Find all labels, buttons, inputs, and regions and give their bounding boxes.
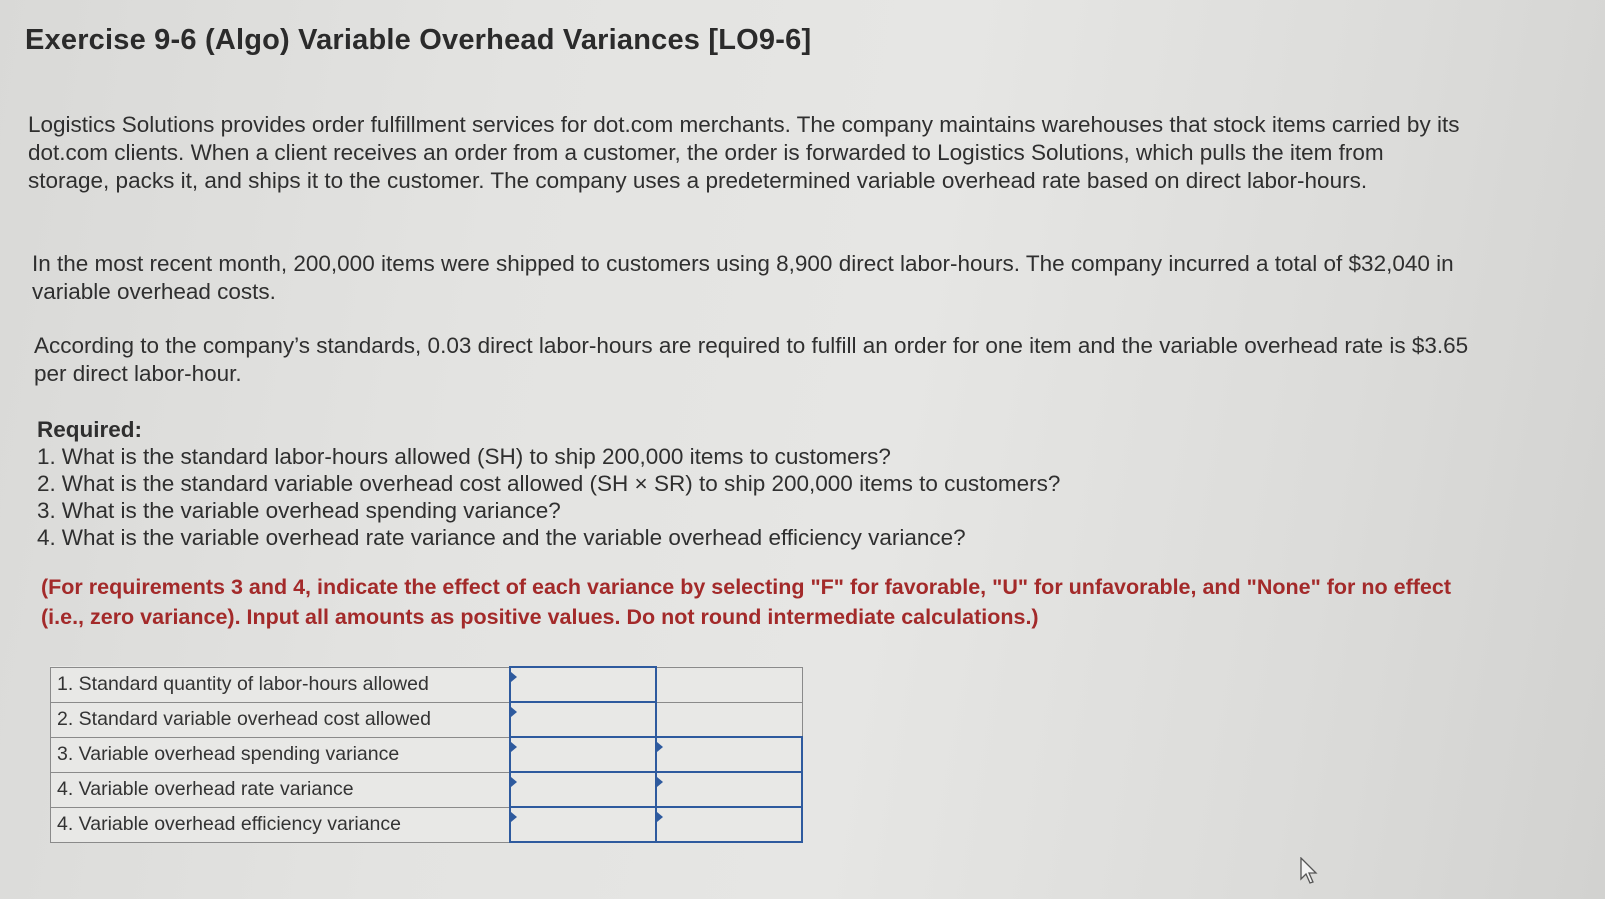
input-marker-icon [511,777,517,787]
required-item [37,524,1060,551]
amount-input[interactable] [511,702,659,737]
effect-select[interactable] [657,807,805,842]
required-item [37,497,1060,524]
effect-select-cell[interactable] [656,737,802,772]
row-label: 3. Variable overhead spending variance [51,737,511,772]
effect-select[interactable] [657,772,805,807]
table-row [51,702,803,737]
required-item [37,470,1060,497]
answer-table [50,666,803,843]
dropdown-marker-icon [657,777,663,787]
input-marker-icon [511,742,517,752]
amount-input-cell[interactable] [510,737,656,772]
effect-select-cell[interactable] [656,772,802,807]
required-item-number: 1. [37,444,56,469]
amount-input[interactable] [511,737,659,772]
required-item-number: 2. [37,471,56,496]
amount-input-cell[interactable] [510,807,656,842]
effect-select[interactable] [657,737,805,772]
required-item [37,443,1060,470]
dropdown-marker-icon [657,812,663,822]
amount-input[interactable] [511,772,659,807]
dropdown-marker-icon [657,742,663,752]
empty-cell [656,667,802,702]
table-row [51,807,803,842]
required-item-text: What is the variable overhead rate variance and the variable overhead efficiency variance? [61,525,966,550]
required-item-number: 4. [37,525,56,550]
input-marker-icon [511,707,517,717]
instructions-note: (For requirements 3 and 4, indicate the effect of each variance by selecting "F" for favorable, "U" for unfavorable, and "None" for no effect (i.e., zero variance). Input all amounts as positive values. Do not round intermediate calculations.) [41,575,1451,629]
problem-paragraph-2: In the most recent month, 200,000 items were shipped to customers using 8,900 direct labor-hours. The company incurred a total of $32,040 in variable overhead costs. [32,251,1454,304]
table-row [51,737,803,772]
amount-input[interactable] [511,807,659,842]
required-section [37,416,1060,551]
row-label: 4. Variable overhead efficiency variance [51,807,511,842]
required-item-text: What is the standard labor-hours allowed (SH) to ship 200,000 items to customers? [61,444,891,469]
amount-input[interactable] [511,667,659,702]
amount-input-cell[interactable] [510,667,656,702]
required-item-text: What is the standard variable overhead cost allowed (SH × SR) to ship 200,000 items to customers? [61,471,1061,496]
effect-select-cell[interactable] [656,807,802,842]
row-label: 4. Variable overhead rate variance [51,772,511,807]
table-row [51,772,803,807]
empty-cell [656,702,802,737]
mouse-pointer-icon [1300,857,1320,885]
input-marker-icon [511,812,517,822]
required-heading: Required: [37,417,143,442]
required-item-number: 3. [37,498,56,523]
problem-paragraph-3: According to the company’s standards, 0.03 direct labor-hours are required to fulfill an order for one item and the variable overhead rate is $3.65 per direct labor-hour. [34,333,1469,386]
amount-input-cell[interactable] [510,702,656,737]
problem-paragraph-1: Logistics Solutions provides order fulfillment services for dot.com merchants. The company maintains warehouses that stock items carried by its dot.com clients. When a client receives an order from a customer, the order is forwarded to Logistics Solutions, which pulls the item from storage, packs it, and ships it to the customer. The company uses a predetermined variable overhead rate based on direct labor-hours. [28,112,1460,193]
input-marker-icon [511,672,517,682]
row-label: 1. Standard quantity of labor-hours allowed [51,667,511,702]
required-item-text: What is the variable overhead spending variance? [61,498,561,523]
page-title: Exercise 9-6 (Algo) Variable Overhead Variances [LO9-6] [25,24,812,56]
row-label: 2. Standard variable overhead cost allowed [51,702,511,737]
amount-input-cell[interactable] [510,772,656,807]
table-row [51,667,803,702]
